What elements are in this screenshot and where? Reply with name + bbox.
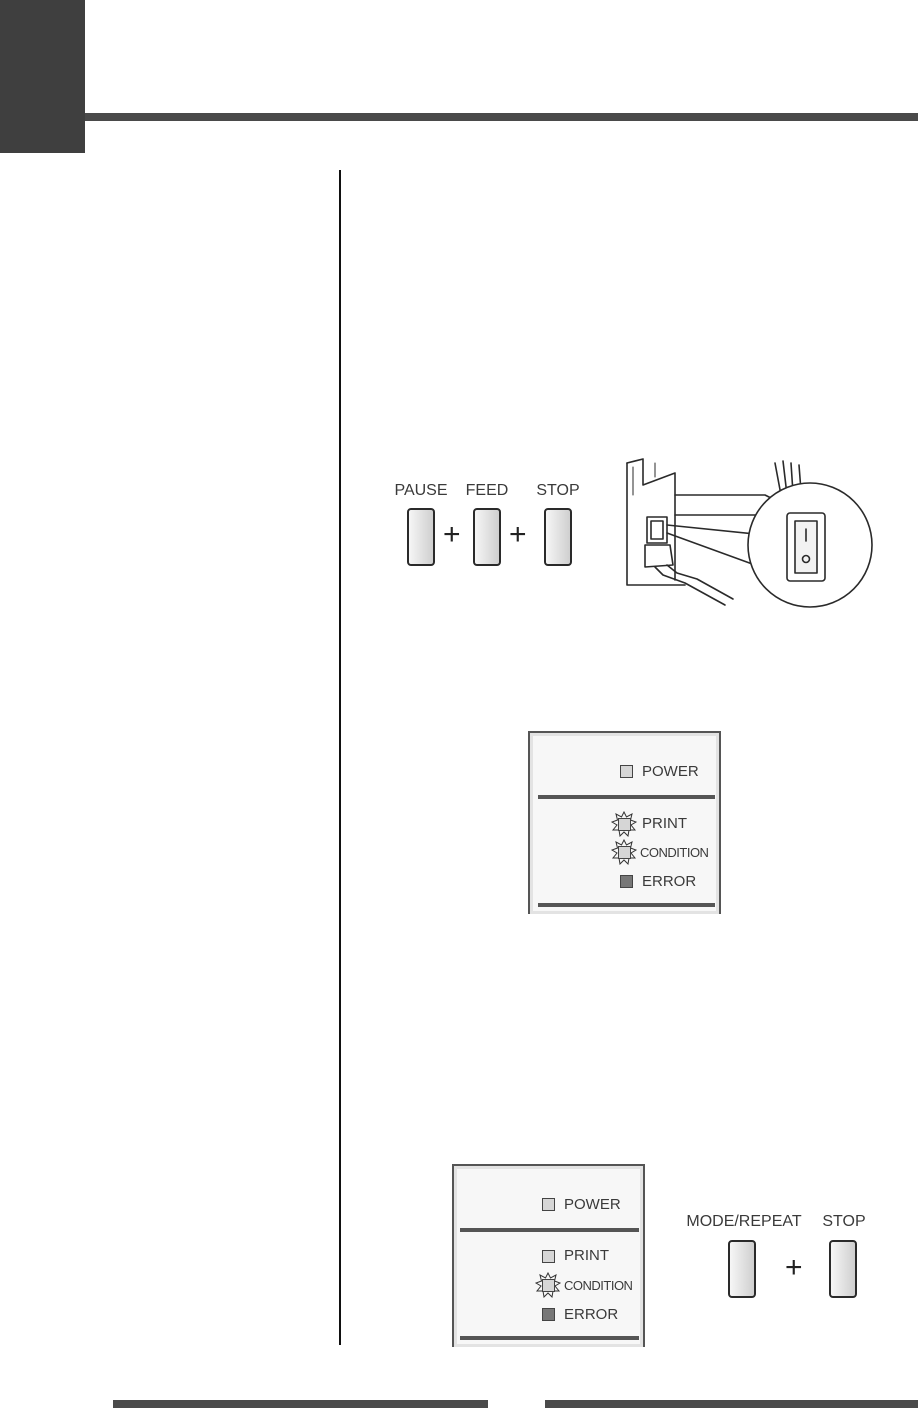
column-divider	[339, 170, 341, 1345]
power-led	[542, 1198, 555, 1211]
print-label: PRINT	[642, 815, 687, 832]
feed-button-label: FEED	[465, 482, 509, 499]
feed-key	[473, 508, 501, 566]
condition-label: CONDITION	[564, 1278, 633, 1293]
power-label: POWER	[642, 763, 699, 780]
panel-separator	[460, 1336, 639, 1340]
condition-led	[618, 846, 631, 859]
pause-key	[407, 508, 435, 566]
power-led	[620, 765, 633, 778]
power-label: POWER	[564, 1196, 621, 1213]
condition-label: CONDITION	[640, 845, 709, 860]
error-led	[542, 1308, 555, 1321]
error-label: ERROR	[564, 1306, 619, 1323]
footer-bar-left	[113, 1400, 488, 1408]
panel-separator	[538, 795, 715, 799]
plus-sign: +	[509, 518, 527, 551]
plus-sign: +	[785, 1251, 803, 1284]
print-led	[618, 818, 631, 831]
led-panel	[528, 731, 721, 914]
power-switch-illustration	[615, 455, 885, 620]
footer-bar-right	[545, 1400, 918, 1408]
stop-button-label: STOP	[536, 482, 580, 499]
figure-button-combo-1	[385, 480, 595, 570]
chapter-tab-block	[0, 0, 85, 153]
mode-repeat-button-label: MODE/REPEAT	[686, 1213, 802, 1230]
header-rule	[85, 113, 918, 121]
error-label: ERROR	[642, 873, 697, 890]
mode-repeat-key	[728, 1240, 756, 1298]
panel-separator	[538, 903, 715, 907]
panel-separator	[460, 1228, 639, 1232]
stop-key	[829, 1240, 857, 1298]
stop-button-label: STOP	[822, 1213, 866, 1230]
figure-button-combo-2	[675, 1210, 875, 1305]
led-panel	[452, 1164, 645, 1347]
stop-key	[544, 508, 572, 566]
print-label: PRINT	[564, 1247, 609, 1264]
plus-sign: +	[443, 518, 461, 551]
print-led	[542, 1250, 555, 1263]
condition-led	[542, 1279, 555, 1292]
pause-button-label: PAUSE	[394, 482, 448, 499]
error-led	[620, 875, 633, 888]
